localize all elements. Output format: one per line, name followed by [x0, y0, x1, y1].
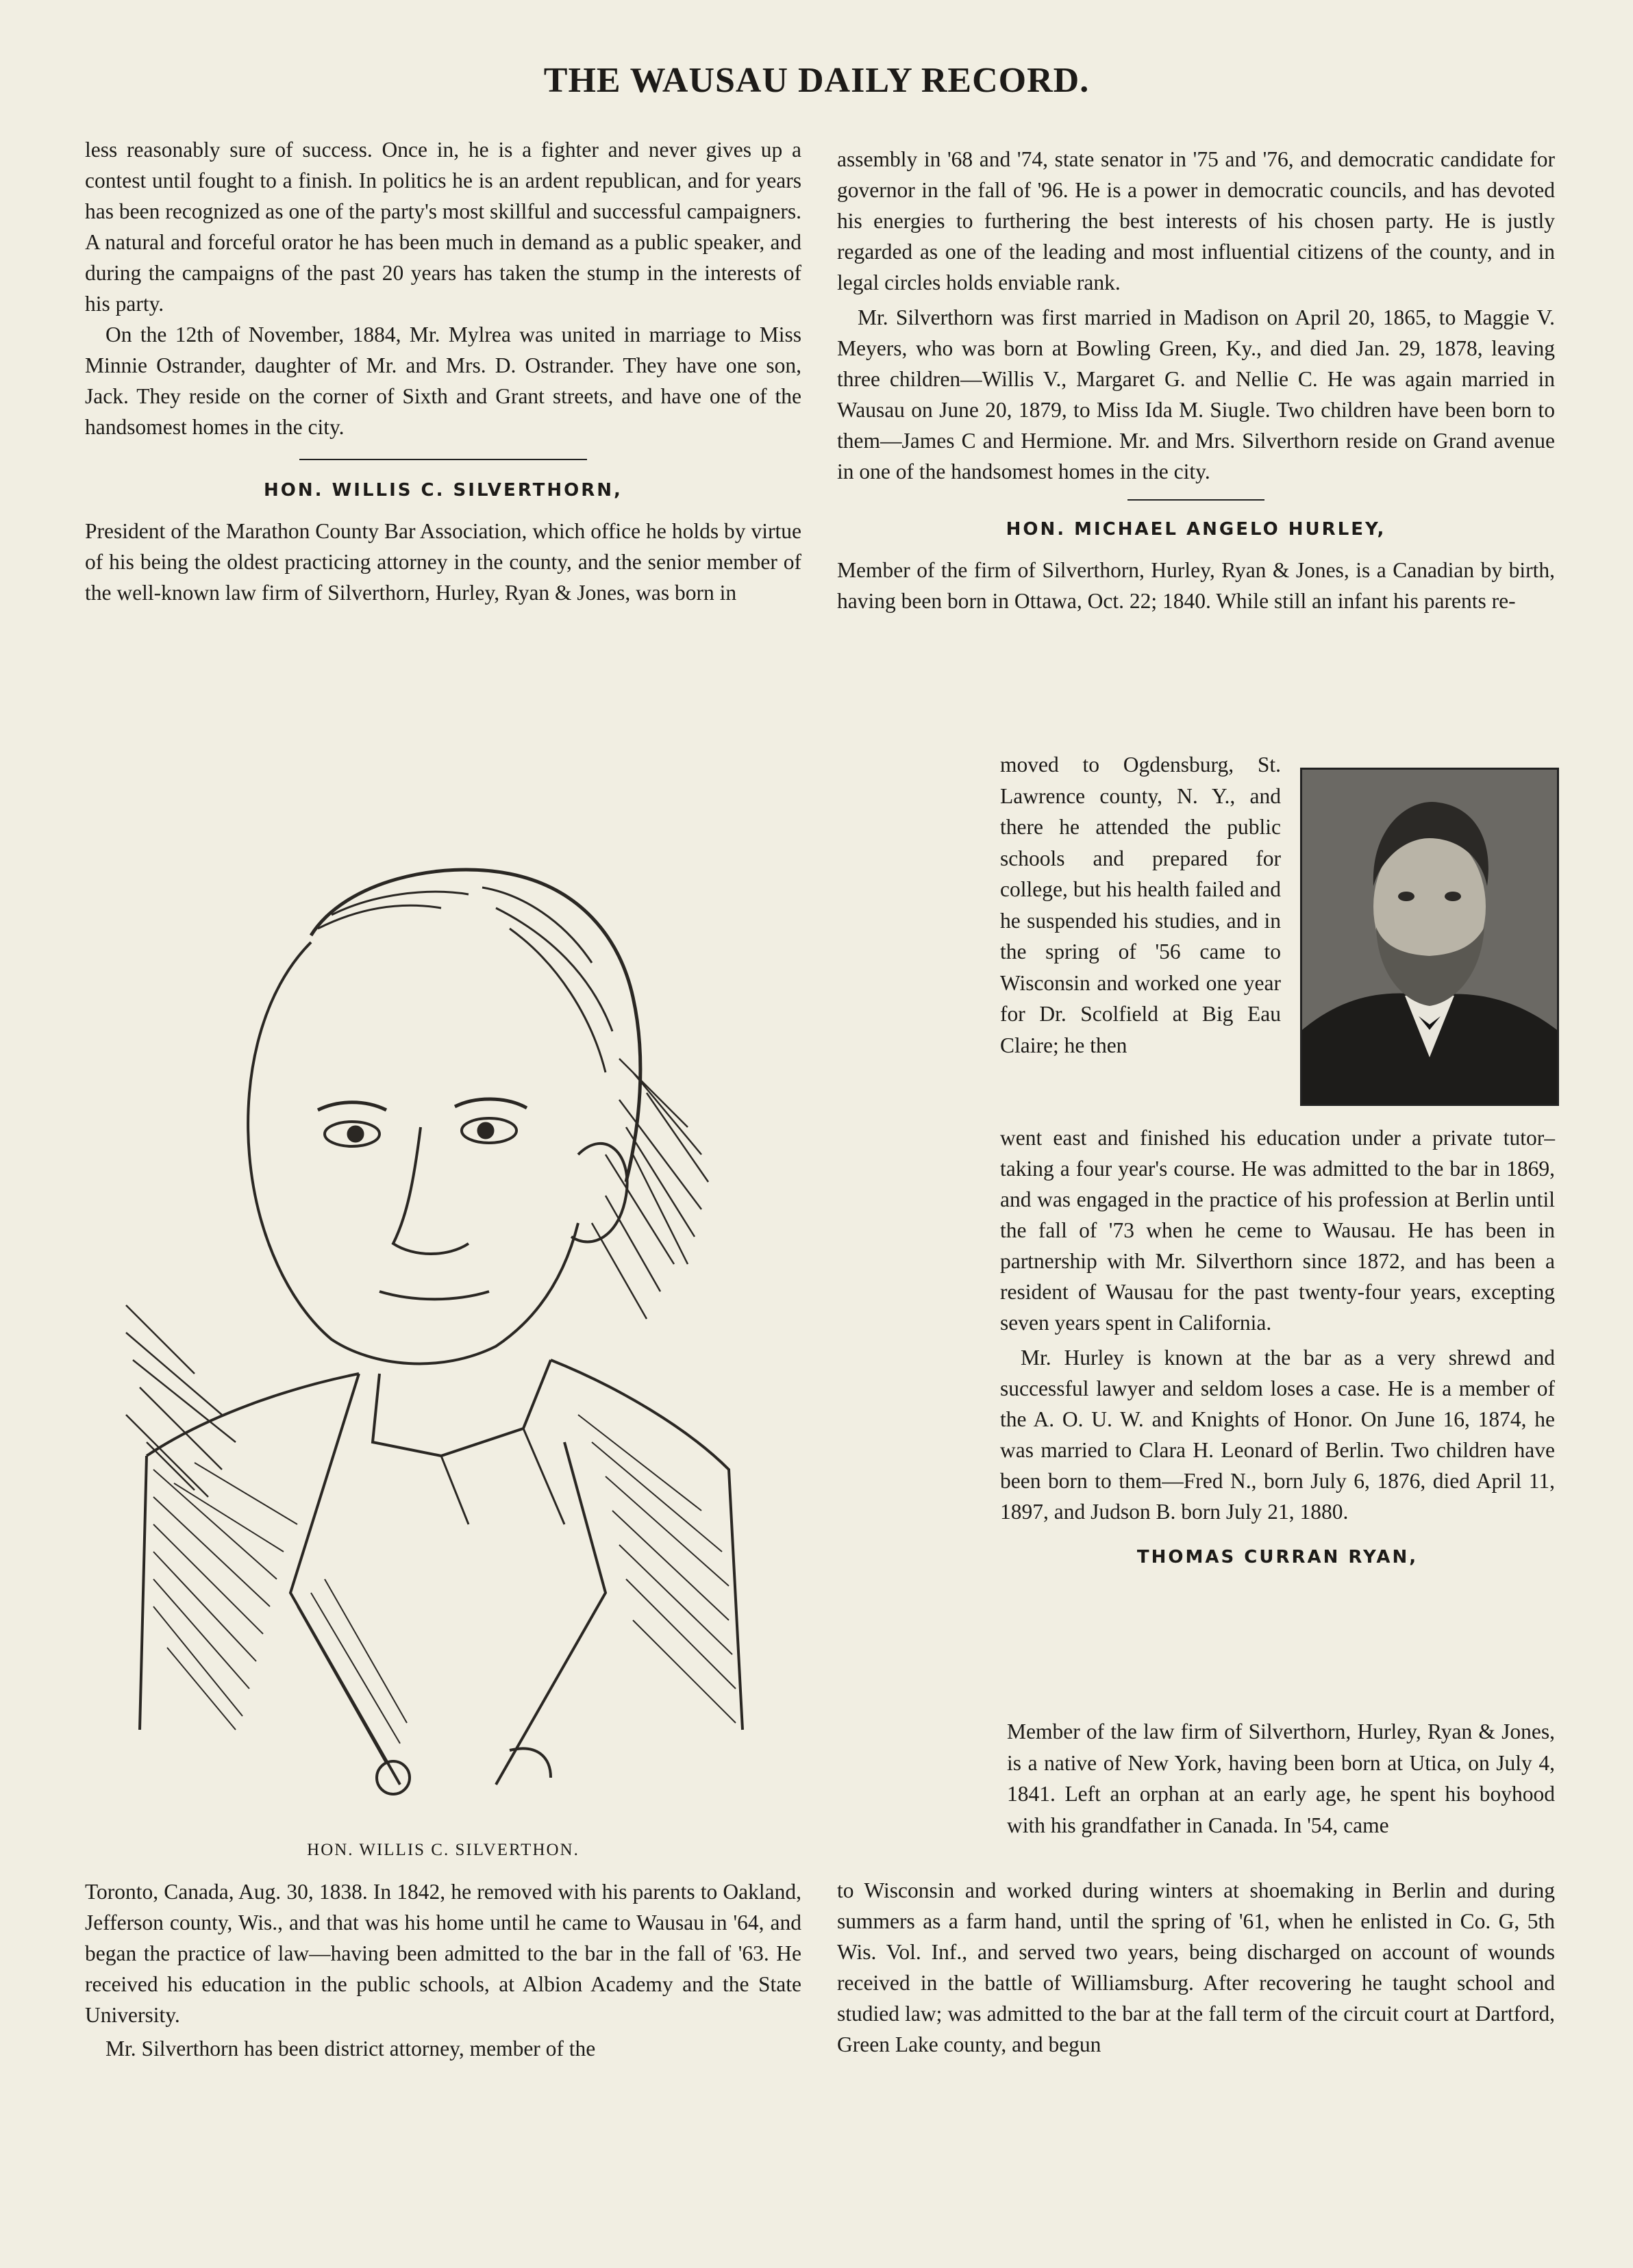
hurley-portrait — [1302, 770, 1557, 1104]
silverthorn-paragraph-2: Toronto, Canada, Aug. 30, 1838. In 1842, he removed with his parents to Oakland, Jefferson county, Wis., and that was his home until he came to Wausau in '64, and began the practice of law—having been admitted to the bar in the fall of '63. He received his education in the public schools, at Albion Academy and the State University. — [85, 1880, 801, 2027]
right-column-top — [837, 144, 1555, 616]
silverthorn-paragraph-4: assembly in '68 and '74, state senator in '75 and '76, and democratic candidate for governor in the fall of '96. He is a power in democratic councils, and has devoted his energies to furthering the best interests of his chosen party. He is justly regarded as one of the leading and most influential citizens of the county, and in legal circles holds enviable rank. — [837, 147, 1555, 294]
silverthorn-intro: President of the Marathon County Bar Association, which office he holds by virtue of his being the oldest practicing attorney in the county, and the senior member of the well-known law firm of Silverthorn, Hurley, Ryan & Jones, was born in — [85, 519, 801, 605]
ear — [571, 1144, 627, 1242]
background-hatching — [126, 1059, 708, 1497]
ryan-narrow-text: Member of the law firm of Silverthorn, Hurley, Ryan & Jones, is a native of New York, having been born at Utica, on July 4, 1841. Left an orphan at an early age, he spent his boyhood with his grandfather in Canada. In '54, came — [1007, 1719, 1555, 1837]
section-divider — [299, 459, 587, 460]
silverthorn-engraving — [85, 771, 801, 1853]
masthead-title: THE WAUSAU DAILY RECORD. — [543, 61, 1090, 100]
engraving-caption: HON. WILLIS C. SILVERTHON. — [307, 1841, 579, 1859]
ryan-heading: THOMAS CURRAN RYAN, — [1136, 1547, 1419, 1567]
hurley-photo — [1300, 768, 1559, 1106]
collar — [373, 1360, 551, 1456]
mylrea-paragraph-2: On the 12th of November, 1884, Mr. Mylrea was united in marriage to Miss Minnie Ostrander, daughter of Mr. and Mrs. D. Ostrander. They have one son, Jack. They reside on the corner of Sixth and Grant streets, and have one of the handsomest homes in the city. — [85, 323, 801, 439]
mylrea-paragraph-1: less reasonably sure of success. Once in, he is a fighter and never gives up a contest until fought to a finish. In politics he is an ardent republican, and for years has been recognized as one of the party's most skillful and successful campaigners. A natural and forceful orator he has been much in demand as a public speaker, and during the campaigns of the past 20 years has taken the stump in the interests of his party. — [85, 138, 801, 316]
silverthorn-paragraph-5: Mr. Silverthorn was first married in Madison on April 20, 1865, to Maggie V. Meyers, who was born at Bowling Green, Ky., and died Jan. 29, 1878, leaving three children—Willis V., Margaret G. and Nellie C. He was again married in Wausau on June 20, 1879, to Miss Ida M. Siugle. Two children have been born to them—James C and Hermione. Mr. and Mrs. Silverthorn reside on Grand avenue in one of the handsomest homes in the city. — [837, 305, 1555, 483]
left-column-top — [85, 134, 801, 608]
left-column-bottom — [85, 1876, 801, 2064]
face-outline — [248, 942, 578, 1363]
ryan-continuation: to Wisconsin and worked during winters at shoemaking in Berlin and during summers as a farm hand, until the spring of '61, when he enlisted in Co. G, 5th Wis. Vol. Inf., and served two years, being discharged on account of wounds received in the battle of Williamsburg. After recovering he taught school and studied law; was admitted to the bar at the fall term of the circuit court at Dartford, Green Lake county, and begun — [837, 1878, 1555, 2056]
silverthorn-paragraph-3: Mr. Silverthorn has been district attorney, member of the — [105, 2037, 596, 2061]
coat-outline — [140, 1360, 743, 1730]
hurley-intro: Member of the firm of Silverthorn, Hurley, Ryan & Jones, is a Canadian by birth, having been born in Ottawa, Oct. 22; 1840. While still an infant his parents re- — [837, 558, 1555, 613]
hurley-continuation — [1000, 1122, 1555, 1583]
hurley-narrow-text: moved to Ogdensburg, St. Lawrence county, N. Y., and there he attended the public schools and prepared for college, but his health failed and he suspended his studies, and in the spring of '56 came to Wisconsin and worked one year for Dr. Scolfield at Big Eau Claire; he then — [1000, 753, 1281, 1057]
silverthorn-heading: HON. WILLIS C. SILVERTHORN, — [264, 480, 623, 501]
hurley-paragraph-2: went east and finished his education under a private tutor– taking a four year's course. He was admitted to the bar in 1869, and was engaged in the practice of his profession at Berlin until the fall of '73 when he ceme to Wausau. He has been in partnership with Mr. Silverthorn since 1872, and has been a resident of Wausau for the past twenty-four years, excepting seven years spent in California. — [1000, 1126, 1555, 1335]
hurley-paragraph-3: Mr. Hurley is known at the bar as a very shrewd and successful lawyer and seldom loses a case. He is a member of the A. O. U. W. and Knights of Honor. On June 16, 1874, he was married to Clara H. Leonard of Berlin. Two children have been born to them—Fred N., born July 6, 1876, died April 11, 1897, and Judson B. born July 21, 1880. — [1000, 1346, 1555, 1524]
section-divider — [1127, 499, 1264, 501]
hurley-heading: HON. MICHAEL ANGELO HURLEY, — [1006, 519, 1386, 540]
